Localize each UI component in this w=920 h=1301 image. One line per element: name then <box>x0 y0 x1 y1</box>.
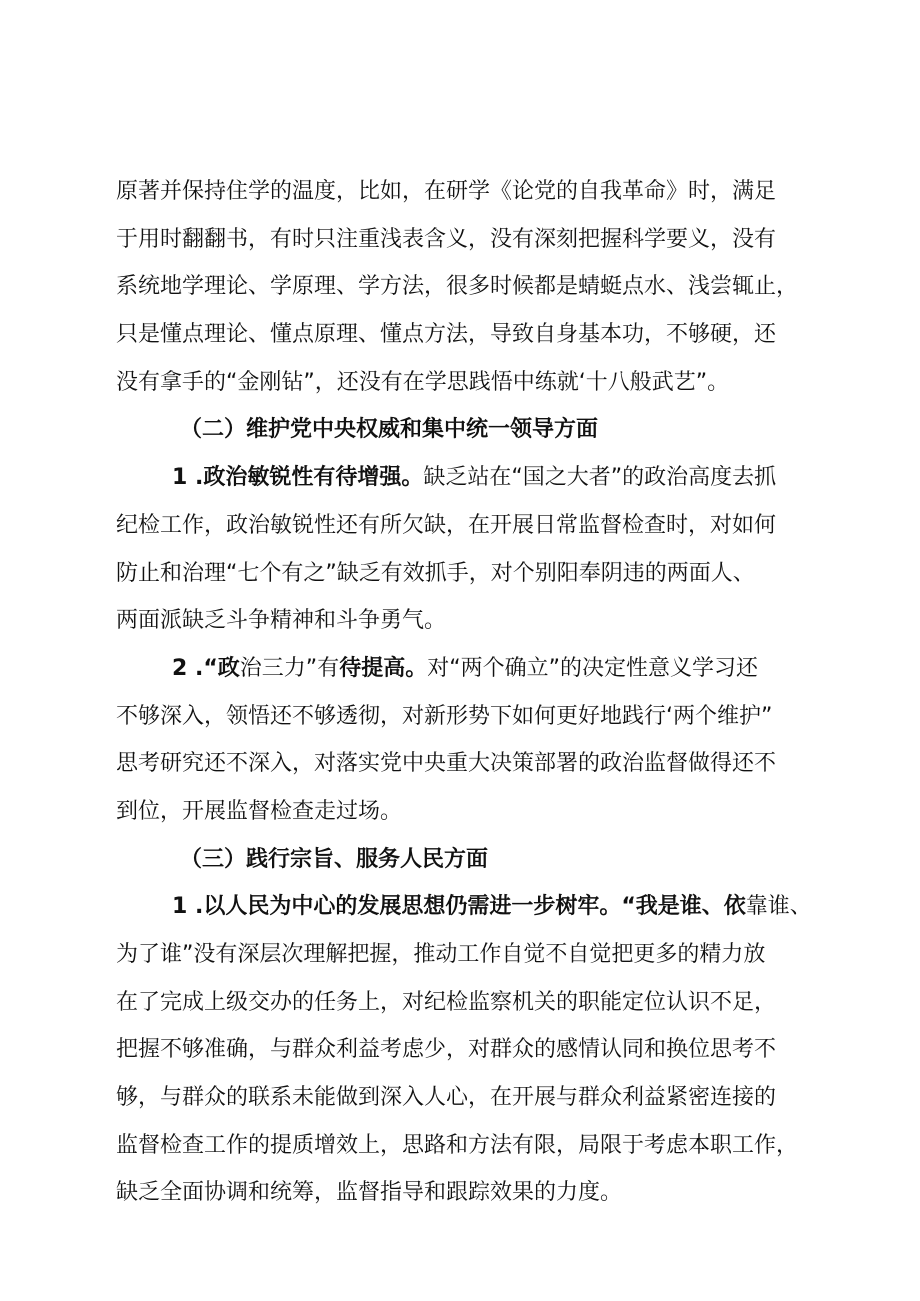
paragraph-line: 没有拿手的“金刚钻”，还没有在学思践悟中练就‘十八般武艺”。 <box>116 369 730 395</box>
paragraph-line: 够，与群众的联系未能做到深入人心，在开展与群众利益紧密连接的 <box>116 1085 777 1111</box>
paragraph-line: 系统地学理论、学原理、学方法，很多时候都是蜻蜓点水、浅尝辄止， <box>116 274 799 300</box>
paragraph-line: 两面派缺乏斗争精神和斗争勇气。 <box>116 608 447 634</box>
document-body <box>116 168 832 1217</box>
paragraph-line: 缺乏全面协调和统筹，监督指导和跟踪效果的力度。 <box>116 1180 623 1206</box>
paragraph-line: 把握不够准确，与群众利益考虑少，对群众的感情认同和换位思考不 <box>116 1037 777 1063</box>
paragraph-line: 防止和治理“七个有之”缺乏有效抓手，对个别阳奉阴违的两面人、 <box>116 560 755 586</box>
section-heading: （三）践行宗旨、服务人民方面 <box>180 846 489 872</box>
item-lead: 待提高。 <box>339 655 428 681</box>
paragraph-line: 在了完成上级交办的任务上，对纪检监察机关的职能定位认识不足， <box>116 989 777 1015</box>
paragraph-line: 于用时翻翻书，有时只注重浅表含义，没有深刻把握科学要义，没有 <box>116 226 777 252</box>
paragraph-first-line: 1 .以人民为中心的发展思想仍需进一步树牢。“我是谁、依靠谁、 <box>172 894 812 920</box>
paragraph-first-line: 1 .政治敏锐性有待增强。缺乏站在“国之大者”的政治高度去抓 <box>172 465 777 491</box>
paragraph-line: 纪检工作，政治敏锐性还有所欠缺，在开展日常监督检查时，对如何 <box>116 512 777 538</box>
item-lead: 1 .以人民为中心的发展思想仍需进一步树牢。“我是谁、依 <box>172 894 746 920</box>
paragraph-line: 只是懂点理论、懂点原理、懂点方法，导致自身基本功，不够硬，还 <box>116 322 777 348</box>
item-number: 2 . <box>172 655 204 681</box>
item-lead: “政 <box>203 655 240 681</box>
paragraph-line: 监督检查工作的提质增效上，思路和方法有限，局限于考虑本职工作， <box>116 1132 799 1158</box>
paragraph-line: 思考研究还不深入，对落实党中央重大决策部署的政治监督做得还不 <box>116 751 777 777</box>
paragraph-line: 不够深入，领悟还不够透彻，对新形势下如何更好地践行‘两个维护” <box>116 703 773 729</box>
item-lead: 1 .政治敏锐性有待增强。 <box>172 465 424 491</box>
paragraph-first-line: 2 .“政治三力”有待提高。对“两个确立”的决定性意义学习还 <box>172 655 759 681</box>
section-heading: （二）维护党中央权威和集中统一领导方面 <box>180 417 599 443</box>
paragraph-line: 原著并保持住学的温度，比如，在研学《论党的自我革命》时，满足 <box>116 179 777 204</box>
paragraph-line: 为了谁”没有深层次理解把握，推动工作自觉不自觉把更多的精力放 <box>116 942 766 967</box>
paragraph-line: 到位，开展监督检查走过场。 <box>116 798 403 824</box>
